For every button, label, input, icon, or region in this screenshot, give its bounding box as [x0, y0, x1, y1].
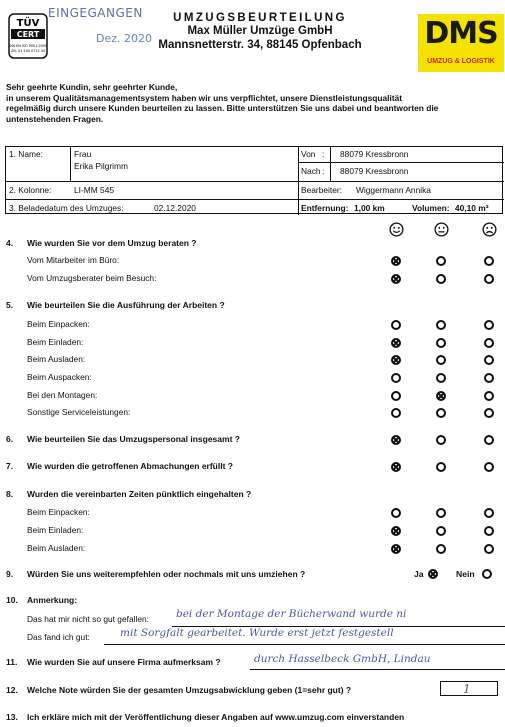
tuv-standard: DIN EN ISO 9001:2000: [8, 44, 48, 48]
kolonne-label: 2. Kolonne:: [9, 185, 52, 195]
company-header: [130, 12, 390, 51]
q10-text: Anmerkung:: [27, 595, 78, 605]
q6-number: 6.: [6, 434, 14, 444]
rating-radio[interactable]: [391, 508, 401, 518]
form-title: UMZUGSBEURTEILUNG: [173, 12, 347, 24]
q5-number: 5.: [6, 300, 14, 310]
nach-label: Nach: [301, 166, 321, 176]
q5-item-label: Beim Ausladen:: [27, 354, 86, 364]
sad-face-icon: [482, 222, 497, 237]
rating-radio[interactable]: [436, 462, 446, 472]
q4-item-label: Vom Mitarbeiter im Büro:: [27, 255, 120, 265]
intro-line: Sehr geehrte Kundin, sehr geehrter Kunde,: [6, 82, 178, 92]
q5-item-label: Bei den Montagen:: [27, 390, 98, 400]
nach-value: 88079 Kressbronn: [340, 166, 409, 176]
rating-radio[interactable]: [436, 338, 446, 348]
dms-brand: DMS: [424, 16, 498, 51]
tuv-number: ZN: 01 100 0712 43: [10, 49, 46, 53]
rating-radio[interactable]: [484, 256, 494, 266]
rating-radio[interactable]: [484, 526, 494, 536]
q13-number: 13.: [6, 712, 18, 722]
q7-number: 7.: [6, 461, 14, 471]
rating-radio[interactable]: [391, 373, 401, 383]
name-label: 1. Name:: [9, 149, 43, 159]
q5-item-label: Sonstige Serviceleistungen:: [27, 407, 131, 417]
rating-radio[interactable]: [484, 320, 494, 330]
rating-radio[interactable]: [484, 508, 494, 518]
name-salutation: Frau: [74, 149, 92, 159]
q4-number: 4.: [6, 238, 14, 248]
rating-radio[interactable]: [391, 355, 401, 365]
received-stamp-date: Dez. 2020: [96, 32, 152, 45]
q9-nein-radio[interactable]: [482, 569, 492, 579]
rating-radio[interactable]: [484, 355, 494, 365]
q12-number: 12.: [6, 685, 18, 695]
tuv-mark: CERT: [16, 30, 40, 39]
rating-radio[interactable]: [391, 526, 401, 536]
q11-value[interactable]: durch Hasselbeck GmbH, Lindau: [254, 653, 431, 665]
rating-radio[interactable]: [484, 408, 494, 418]
q10-bad-label: Das hat mir nicht so gut gefallen:: [27, 614, 149, 624]
rating-radio[interactable]: [436, 408, 446, 418]
neutral-face-icon: [434, 222, 449, 237]
rating-radio[interactable]: [484, 338, 494, 348]
intro-line: untenstehenden Fragen.: [6, 113, 104, 124]
rating-radio[interactable]: [484, 373, 494, 383]
q9-nein-label: Nein: [456, 569, 475, 579]
q9-number: 9.: [6, 569, 14, 579]
rating-radio[interactable]: [391, 256, 401, 266]
rating-radio[interactable]: [391, 274, 401, 284]
customer-info-table: 1. Name: Frau Erika Pilgrimm 2. Kolonne: LI-MM 545 3. Beladedatum des Umzuges: 02.12.2020 Von : 88079 Kressbronn Nach : 88079 Kressbronn Bearbeiter: Wiggermann Annika Entfernung: 1,00 km Volumen: 40,10 m³: [5, 146, 503, 214]
q5-item-label: Beim Einpacken:: [27, 319, 90, 329]
entfernung-label: Entfernung:: [301, 203, 349, 213]
name-value: Erika Pilgrimm: [74, 161, 128, 171]
rating-radio[interactable]: [436, 355, 446, 365]
rating-radio[interactable]: [436, 256, 446, 266]
intro-text: [6, 82, 502, 124]
rating-radio[interactable]: [391, 435, 401, 445]
q5-item-label: Beim Einladen:: [27, 337, 84, 347]
rating-radio[interactable]: [436, 526, 446, 536]
q9-ja-radio[interactable]: [428, 569, 438, 579]
bearbeiter-label: Bearbeiter:: [301, 185, 342, 195]
rating-radio[interactable]: [391, 462, 401, 472]
rating-radio[interactable]: [391, 320, 401, 330]
q10-bad-value[interactable]: bei der Montage der Bücherwand wurde ni: [176, 608, 407, 620]
rating-radio[interactable]: [436, 508, 446, 518]
company-address: Mannsnetterstr. 34, 88145 Opfenbach: [158, 39, 362, 51]
rating-radio[interactable]: [484, 274, 494, 284]
kolonne-value: LI-MM 545: [74, 185, 115, 195]
rating-radio[interactable]: [391, 544, 401, 554]
volumen-value: 40,10 m³: [455, 203, 489, 213]
q8-item-label: Beim Ausladen:: [27, 543, 86, 553]
q7-text: Wie wurden die getroffenen Abmachungen erfüllt ?: [27, 461, 233, 471]
datum-value: 02.12.2020: [154, 203, 196, 213]
intro-line: regelmäßig durch unsere Kunden beurteilen zu lassen. Bitte unterstützen Sie uns dabei und beantworten die: [6, 103, 439, 113]
rating-radio[interactable]: [391, 408, 401, 418]
q9-text: Würden Sie uns weiterempfehlen oder nochmals mit uns umziehen ?: [27, 569, 306, 579]
rating-radio[interactable]: [436, 435, 446, 445]
rating-radio[interactable]: [391, 391, 401, 401]
rating-radio[interactable]: [484, 544, 494, 554]
rating-radio[interactable]: [436, 320, 446, 330]
rating-radio[interactable]: [484, 391, 494, 401]
received-stamp: EINGEGANGEN: [48, 6, 143, 20]
rating-radio[interactable]: [484, 435, 494, 445]
q5-item-label: Beim Auspacken:: [27, 372, 92, 382]
q4-text: Wie wurden Sie vor dem Umzug beraten ?: [27, 238, 197, 248]
rating-radio[interactable]: [484, 462, 494, 472]
q6-text: Wie beurteilen Sie das Umzugspersonal insgesamt ?: [27, 434, 240, 444]
q8-item-label: Beim Einladen:: [27, 525, 84, 535]
von-label: Von: [301, 149, 316, 159]
intro-line: in unserem Qualitätsmanagementsystem haben wir uns verpflichtet, unsere Dienstleistungsqualität: [6, 92, 403, 103]
q5-text: Wie beurteilen Sie die Ausführung der Arbeiten ?: [27, 300, 225, 310]
q4-item-label: Vom Umzugsberater beim Besuch:: [27, 273, 157, 283]
bearbeiter-value: Wiggermann Annika: [356, 185, 431, 195]
happy-face-icon: [389, 222, 404, 237]
rating-radio[interactable]: [436, 544, 446, 554]
tuv-cert-logo: [7, 10, 49, 62]
q12-grade-box[interactable]: [440, 681, 498, 696]
q12-text: Welche Note würden Sie der gesamten Umzugsabwicklung geben (1=sehr gut) ?: [27, 685, 352, 695]
q11-text: Wie wurden Sie auf unsere Firma aufmerksam ?: [27, 657, 221, 667]
q8-number: 8.: [6, 489, 14, 499]
tuv-brand: TÜV: [16, 18, 40, 29]
dms-logo: [418, 14, 504, 72]
entfernung-value: 1,00 km: [354, 203, 385, 213]
q11-number: 11.: [6, 657, 18, 667]
rating-radio[interactable]: [436, 373, 446, 383]
datum-label: 3. Beladedatum des Umzuges:: [9, 203, 124, 213]
volumen-label: Volumen:: [412, 203, 450, 213]
q10-number: 10.: [6, 595, 18, 605]
rating-radio[interactable]: [436, 391, 446, 401]
q9-ja-label: Ja: [414, 569, 424, 579]
dms-tagline: UMZUG & LOGISTIK: [427, 58, 495, 65]
q8-item-label: Beim Einpacken:: [27, 507, 90, 517]
q8-text: Wurden die vereinbarten Zeiten pünktlich eingehalten ?: [27, 489, 252, 499]
rating-radio[interactable]: [391, 338, 401, 348]
rating-radio[interactable]: [436, 274, 446, 284]
q10-good-label: Das fand ich gut:: [27, 632, 90, 642]
von-value: 88079 Kressbronn: [340, 149, 409, 159]
q12-value: 1: [463, 682, 471, 696]
q13-text: Ich erkläre mich mit der Veröffentlichung dieser Angaben auf www.umzug.com einverstanden: [27, 712, 405, 722]
q10-good-value[interactable]: mit Sorgfalt gearbeitet. Wurde erst jetzt festgestell: [120, 627, 394, 639]
company-name: Max Müller Umzüge GmbH: [187, 25, 333, 37]
